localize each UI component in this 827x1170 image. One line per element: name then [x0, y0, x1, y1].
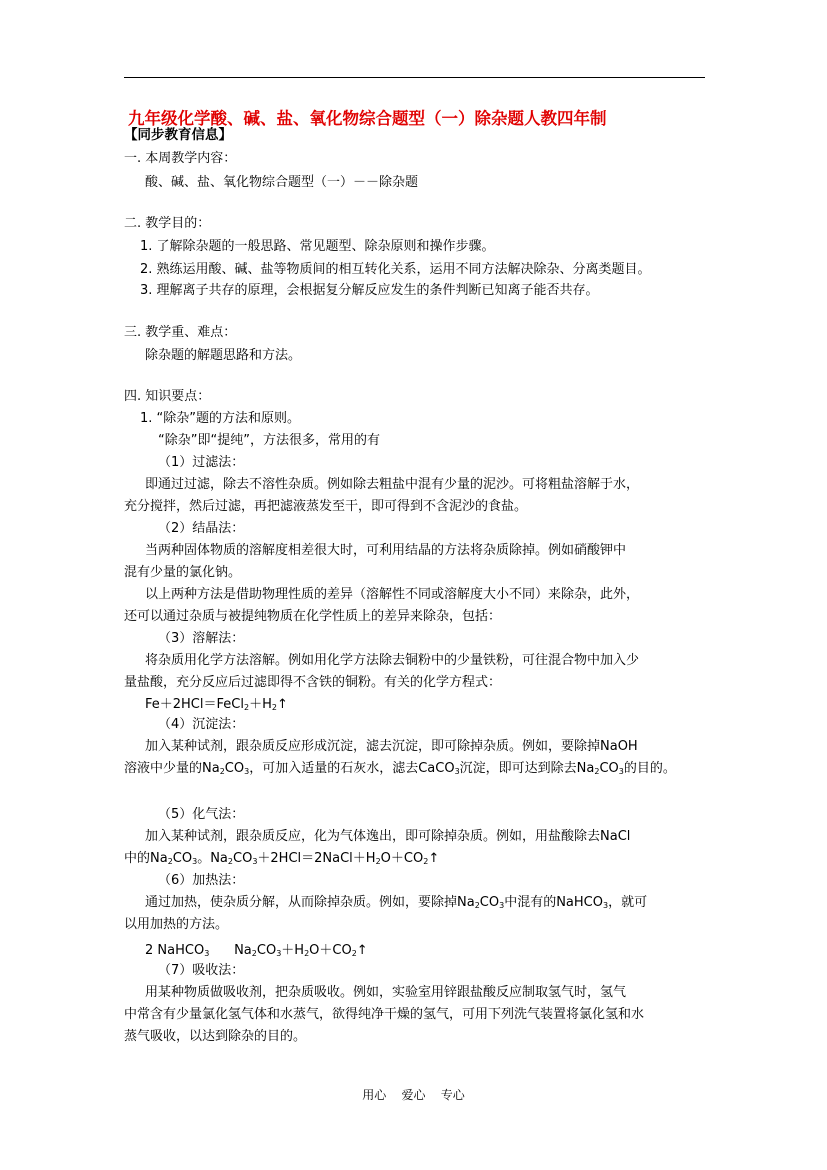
paragraph-line: 溶液中少量的$Na_2CO_3$，可加入适量的石灰水，滤去CaCO$_3$沉淀，即可达到除去$Na_2CO_3$的目的。 — [124, 761, 676, 776]
method-crystallization-label: （2）结晶法： — [158, 521, 245, 536]
paragraph-line: 蒸气吸收，以达到除杂的目的。 — [124, 1029, 307, 1044]
method-precipitation-label: （4）沉淀法： — [158, 717, 245, 732]
objective-item: 2. 熟练运用酸、碱、盐等物质间的相互转化关系，运用不同方法解决除杂、分离类题目。 — [140, 262, 651, 277]
paragraph-line: 混有少量的氯化钠。 — [124, 565, 242, 580]
header-rule — [124, 77, 705, 78]
paragraph-line: 中的$Na_2CO_3$。$Na_2CO_3+2HCl=2NaCl+H_2O+CO_2↑$ — [124, 851, 440, 866]
method-dissolution-label: （3）溶解法： — [158, 631, 245, 646]
page-footer: 用心 爱心 专心 — [362, 1088, 465, 1102]
paragraph-line: 加入某种试剂，跟杂质反应形成沉淀，滤去沉淀，即可除掉杂质。例如，要除掉NaOH — [145, 739, 638, 754]
section-2-heading: 二. 教学目的： — [124, 216, 211, 231]
paragraph-line: 加入某种试剂，跟杂质反应，化为气体逸出，即可除掉杂质。例如，用盐酸除去NaCl — [145, 829, 631, 844]
method-filtration-label: （1）过滤法： — [158, 455, 245, 470]
chemical-equation: $Fe+2HCl=FeCl_2+H_2↑$ — [145, 697, 288, 712]
paragraph-line: 充分搅拌，然后过滤，再把滤液蒸发至干，即可得到不含泥沙的食盐。 — [124, 499, 528, 514]
method-gasification-label: （5）化气法： — [158, 807, 245, 822]
objective-item: 1. 了解除杂题的一般思路、常见题型、除杂原则和操作步骤。 — [140, 239, 495, 254]
paragraph-line: 以上两种方法是借助物理性质的差异（溶解性不同或溶解度大小不同）来除杂，此外， — [145, 587, 640, 602]
knowledge-intro: “除杂”即“提纯”，方法很多，常用的有 — [158, 433, 380, 448]
paragraph-line: 还可以通过杂质与被提纯物质在化学性质上的差异来除杂，包括： — [124, 609, 502, 624]
section-3-body: 除杂题的解题思路和方法。 — [145, 348, 302, 363]
method-absorption-label: （7）吸收法： — [158, 963, 245, 978]
paragraph-line: 将杂质用化学方法溶解。例如用化学方法除去铜粉中的少量铁粉，可往混合物中加入少 — [145, 653, 640, 668]
document-title: 九年级化学酸、碱、盐、氧化物综合题型（一）除杂题人教四年制 — [128, 109, 607, 128]
paragraph-line: 量盐酸，充分反应后过滤即得不含铁的铜粉。有关的化学方程式： — [124, 675, 502, 690]
chemical-equation: 2 NaHCO$_3$ $Na_2CO_3+H_2O+CO_2↑$ — [145, 943, 368, 958]
knowledge-point-1: 1. “除杂”题的方法和原则。 — [140, 411, 301, 426]
paragraph-line: 中常含有少量氯化氢气体和水蒸气，欲得纯净干燥的氢气，可用下列洗气装置将氯化氢和水 — [124, 1007, 645, 1022]
section-info-heading: 【同步教育信息】 — [124, 127, 232, 143]
paragraph-line: 以用加热的方法。 — [124, 917, 229, 932]
section-3-heading: 三. 教学重、难点： — [124, 325, 237, 340]
section-1-body: 酸、碱、盐、氧化物综合题型（一）－－除杂题 — [145, 175, 419, 190]
paragraph-line: 用某种物质做吸收剂，把杂质吸收。例如，实验室用锌跟盐酸反应制取氢气时，氢气 — [145, 985, 627, 1000]
paragraph-line: 即通过过滤，除去不溶性杂质。例如除去粗盐中混有少量的泥沙。可将粗盐溶解于水， — [145, 477, 640, 492]
objective-item: 3. 理解离子共存的原理，会根据复分解反应发生的条件判断已知离子能否共存。 — [140, 283, 599, 298]
paragraph-line: 通过加热，使杂质分解，从而除掉杂质。例如，要除掉$Na_2CO_3$中混有的NaHCO$_3$，就可 — [145, 895, 648, 910]
paragraph-line: 当两种固体物质的溶解度相差很大时，可利用结晶的方法将杂质除掉。例如硝酸钾中 — [145, 543, 627, 558]
section-1-heading: 一. 本周教学内容： — [124, 151, 237, 166]
section-4-heading: 四. 知识要点： — [124, 389, 211, 404]
method-heating-label: （6）加热法： — [158, 873, 245, 888]
